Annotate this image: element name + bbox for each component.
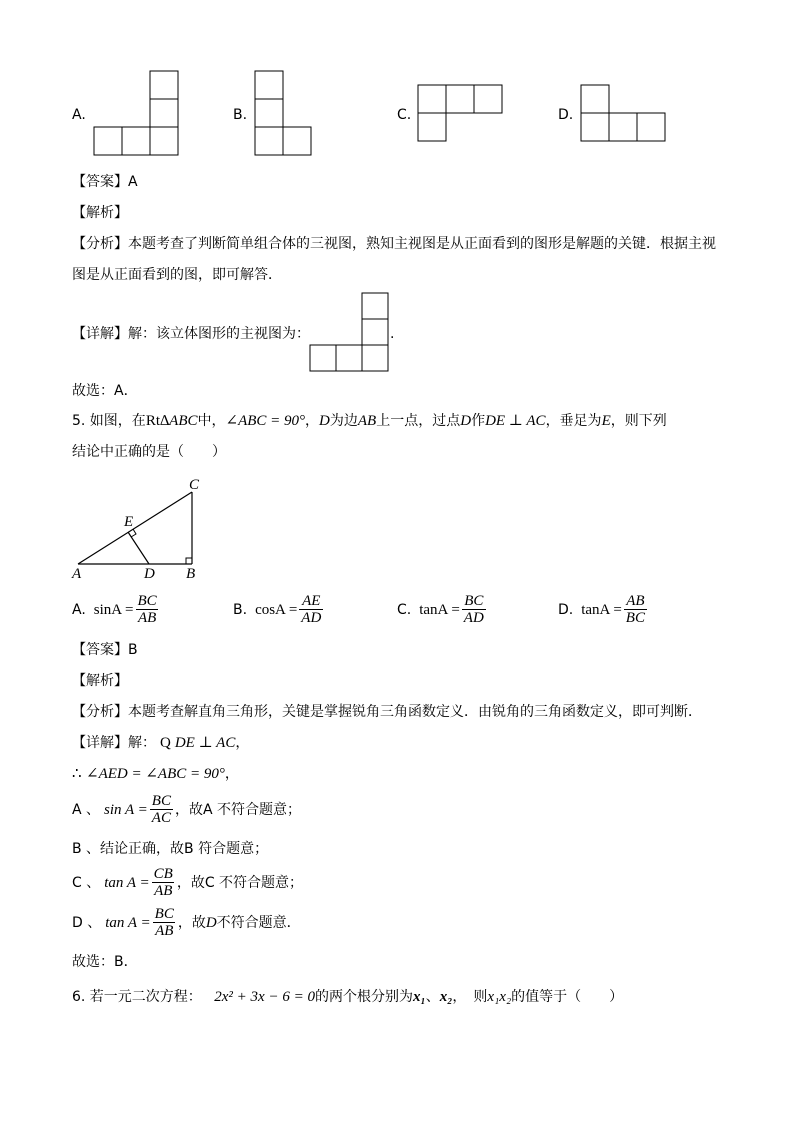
item-func: tan A = [104,874,150,891]
q5-point-d: D [460,413,472,429]
option-fraction [299,593,323,626]
option-func: cosA = [255,601,298,618]
fraction-den: AB [154,883,173,899]
q4-option-d-figure [579,84,671,146]
fenxi-label: 【分析】 [72,236,128,252]
fraction-num: CB [153,866,173,882]
q5-detail [72,734,249,752]
fraction-num: BC [151,793,171,809]
item-fraction [152,866,175,899]
q4-option-a-figure [92,70,182,160]
answer-label: 【答案】 [72,174,128,190]
option-letter: B. [233,601,248,618]
fraction-den: AB [155,923,174,939]
label-c: C [189,477,200,493]
q6-x1: x₁ [412,989,426,1005]
q5-text: ，垂足为 [545,413,602,429]
q4-fenxi-line1 [72,235,716,253]
q5-stem-line2: 结论中正确的是（ ） [72,444,226,460]
q4-analysis-label: 【解析】 [72,205,128,221]
step2-math: ∠AED = ∠ABC = 90° [86,766,225,782]
item-text: ，故 [177,914,206,931]
option-func: tanA = [581,601,622,618]
therefore-symbol: ∴ [72,766,82,782]
label-a: A [72,566,82,582]
q5-triangle-figure [68,474,218,584]
q5-fenxi [72,703,702,721]
q4-detail-end: . [390,326,395,342]
q5-side-ab: AB [357,413,377,429]
label-d: D [144,566,155,582]
option-fraction [624,593,647,626]
q6-text: 的值等于（ ） [511,989,624,1005]
item-prefix: D 、 [72,914,102,931]
fraction-den: AB [137,610,157,626]
item-fraction [153,906,176,939]
q5-point-e: E [601,413,611,429]
fraction-den: AD [463,610,484,626]
q5-point-d: D [319,413,330,429]
q5-option-b [233,593,325,626]
q5-choose: 故选：B． [72,954,138,970]
q5-text: 5. 如图，在 [72,413,146,429]
fenxi-text: 本题考查解直角三角形，关键是掌握锐角三角函数定义．由锐角的三角函数定义，即可判断． [128,704,702,720]
item-func: sin A = [104,801,148,818]
q5-item-c [72,866,303,899]
detail-text: ， [235,735,250,751]
item-text: ，故A 不符合题意； [174,801,301,818]
q5-text: 中， [197,413,226,429]
q5-text: ，则下列 [610,413,667,429]
q4-detail [72,325,310,343]
option-fraction [136,593,159,626]
q5-text: 作 [471,413,486,429]
item-prefix: C 、 [72,874,101,891]
q6-text: ， 则 [452,989,488,1005]
q5-option-a [72,593,161,626]
option-fraction [462,593,486,626]
q4-option-c-label: C. [397,107,412,123]
fraction-num: AE [302,593,321,609]
q5-item-d [72,906,301,939]
fraction-den: AD [301,610,322,626]
fraction-num: BC [137,593,157,609]
option-func: sinA = [93,601,134,618]
fenxi-label: 【分析】 [72,704,128,720]
q5-option-c [397,593,488,626]
option-letter: D. [558,601,574,618]
q5-item-b: B 、结论正确，故B 符合题意； [72,841,269,857]
q6-x2: x₂ [439,989,453,1005]
item-text: ，故C 不符合题意； [176,874,304,891]
fraction-num: BC [154,906,174,922]
detail-label: 【详解】 [72,326,128,342]
option-letter: A. [72,601,86,618]
fraction-num: AB [626,593,645,609]
q4-option-a-label: A. [72,107,86,123]
q5-option-d [558,593,649,626]
answer-value: B [128,642,138,658]
q5-perp: DE ⊥ AC [485,413,546,429]
q6-sep: 、 [425,989,440,1005]
q4-option-b-label: B. [233,107,248,123]
option-letter: C. [397,601,412,618]
q5-item-a [72,793,301,826]
because-symbol: Q [160,735,171,751]
step2-end: ， [224,766,239,782]
detail-text: 解： [128,735,156,751]
answer-value: A [128,174,138,190]
q5-text: ， [305,413,320,429]
q4-detail-figure [308,292,393,374]
option-func: tanA = [419,601,460,618]
item-text: 不符合题意． [216,914,301,931]
item-fraction [150,793,173,826]
fenxi-text: 本题考查了判断简单组合体的三视图，熟知主视图是从正面看到的图形是解题的关键．根据主视 [128,236,716,252]
item-prefix: A 、 [72,801,101,818]
q5-stem-line1 [72,412,667,430]
q4-option-d-label: D. [558,107,574,123]
q4-choose: 故选：A． [72,383,138,399]
label-e: E [124,514,134,530]
q5-answer [72,641,138,659]
detail-math: DE ⊥ AC [174,735,236,751]
q5-angle: ∠ABC = 90° [225,413,306,429]
q6-text: 的两个根分别为 [314,989,413,1005]
q5-text: 上一点，过点 [376,413,461,429]
fraction-den: BC [625,610,645,626]
detail-label: 【详解】 [72,735,128,751]
answer-label: 【答案】 [72,642,128,658]
label-b: B [186,566,196,582]
item-func: tan A = [105,914,151,931]
q6-x1x2: x₁x₂ [487,989,512,1005]
fraction-den: AC [151,810,171,826]
fraction-num: BC [464,593,484,609]
q5-text: 为边 [329,413,358,429]
q4-answer [72,173,138,191]
q5-step2 [72,765,239,783]
item-letter: D [205,914,217,931]
q5-triangle: ∆ABC [160,413,198,429]
q6-stem [72,988,623,1006]
q6-text: 6. 若一元二次方程： [72,989,202,1005]
q4-option-c-figure [416,84,508,146]
q4-fenxi-line2: 图是从正面看到的图，即可解答． [72,267,282,283]
detail-text: 解：该立体图形的主视图为： [128,326,310,342]
q5-rt: Rt [145,413,160,429]
q5-analysis-label: 【解析】 [72,673,128,689]
q6-equation: 2x² + 3x − 6 = 0 [214,989,315,1005]
q4-option-b-figure [253,70,315,160]
